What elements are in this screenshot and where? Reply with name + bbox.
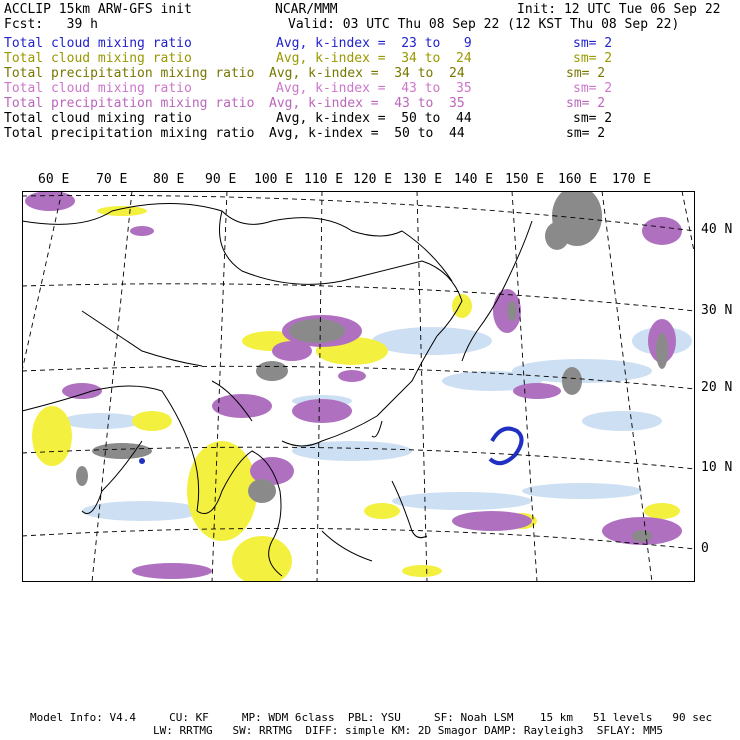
lon-label: 90 E: [205, 172, 237, 187]
legend-sm: sm= 2: [573, 51, 613, 66]
forecast-hour: Fcst: 39 h: [4, 17, 98, 32]
title-left: ACCLIP 15km ARW-GFS init: [4, 2, 192, 17]
legend-avg: Avg, k-index = 43 to 35: [269, 96, 465, 111]
legend-avg: Avg, k-index = 34 to 24: [276, 51, 472, 66]
valid-time: Valid: 03 UTC Thu 08 Sep 22 (12 KST Thu 08 Sep 22): [288, 17, 680, 32]
lon-label: 110 E: [304, 172, 344, 187]
legend-field: Total precipitation mixing ratio: [4, 66, 255, 81]
lon-label: 130 E: [403, 172, 443, 187]
lon-label: 60 E: [38, 172, 70, 187]
legend-sm: sm= 2: [573, 36, 613, 51]
lon-label: 80 E: [153, 172, 185, 187]
legend-sm: sm= 2: [566, 126, 606, 141]
precip-yellow-field: [32, 206, 680, 582]
legend-avg: Avg, k-index = 43 to 35: [276, 81, 472, 96]
legend-field: Total cloud mixing ratio: [4, 111, 192, 126]
lon-label: 70 E: [96, 172, 128, 187]
legend-avg: Avg, k-index = 34 to 24: [269, 66, 465, 81]
legend-avg: Avg, k-index = 50 to 44: [276, 111, 472, 126]
map-panel: [22, 191, 695, 582]
lat-label: 30 N: [701, 303, 733, 318]
lon-label: 140 E: [454, 172, 494, 187]
title-center: NCAR/MMM: [275, 2, 338, 17]
lon-label: 160 E: [558, 172, 598, 187]
lon-label: 120 E: [353, 172, 393, 187]
lon-label: 150 E: [505, 172, 545, 187]
legend-field: Total cloud mixing ratio: [4, 51, 192, 66]
lat-label: 40 N: [701, 222, 733, 237]
footer-physics-info: LW: RRTMG SW: RRTMG DIFF: simple KM: 2D Smagor DAMP: Rayleigh3 SFLAY: MM5: [153, 724, 663, 737]
footer-model-info: Model Info: V4.4 CU: KF MP: WDM 6class PBL: YSU SF: Noah LSM 15 km 51 levels 90 sec: [30, 711, 713, 724]
lat-label: 0: [701, 541, 709, 556]
legend-sm: sm= 2: [573, 111, 613, 126]
legend-avg: Avg, k-index = 23 to 9: [276, 36, 472, 51]
legend-field: Total cloud mixing ratio: [4, 81, 192, 96]
init-time: Init: 12 UTC Tue 06 Sep 22: [517, 2, 721, 17]
legend-field: Total precipitation mixing ratio: [4, 96, 255, 111]
legend-avg: Avg, k-index = 50 to 44: [269, 126, 465, 141]
lon-label: 100 E: [254, 172, 294, 187]
lat-label: 10 N: [701, 460, 733, 475]
legend-sm: sm= 2: [566, 96, 606, 111]
cloud-purple-field: [25, 191, 682, 579]
map-canvas: [22, 191, 695, 582]
legend-field: Total precipitation mixing ratio: [4, 126, 255, 141]
lon-label: 170 E: [612, 172, 652, 187]
legend-field: Total cloud mixing ratio: [4, 36, 192, 51]
legend-sm: sm= 2: [566, 66, 606, 81]
lat-label: 20 N: [701, 380, 733, 395]
legend-sm: sm= 2: [573, 81, 613, 96]
